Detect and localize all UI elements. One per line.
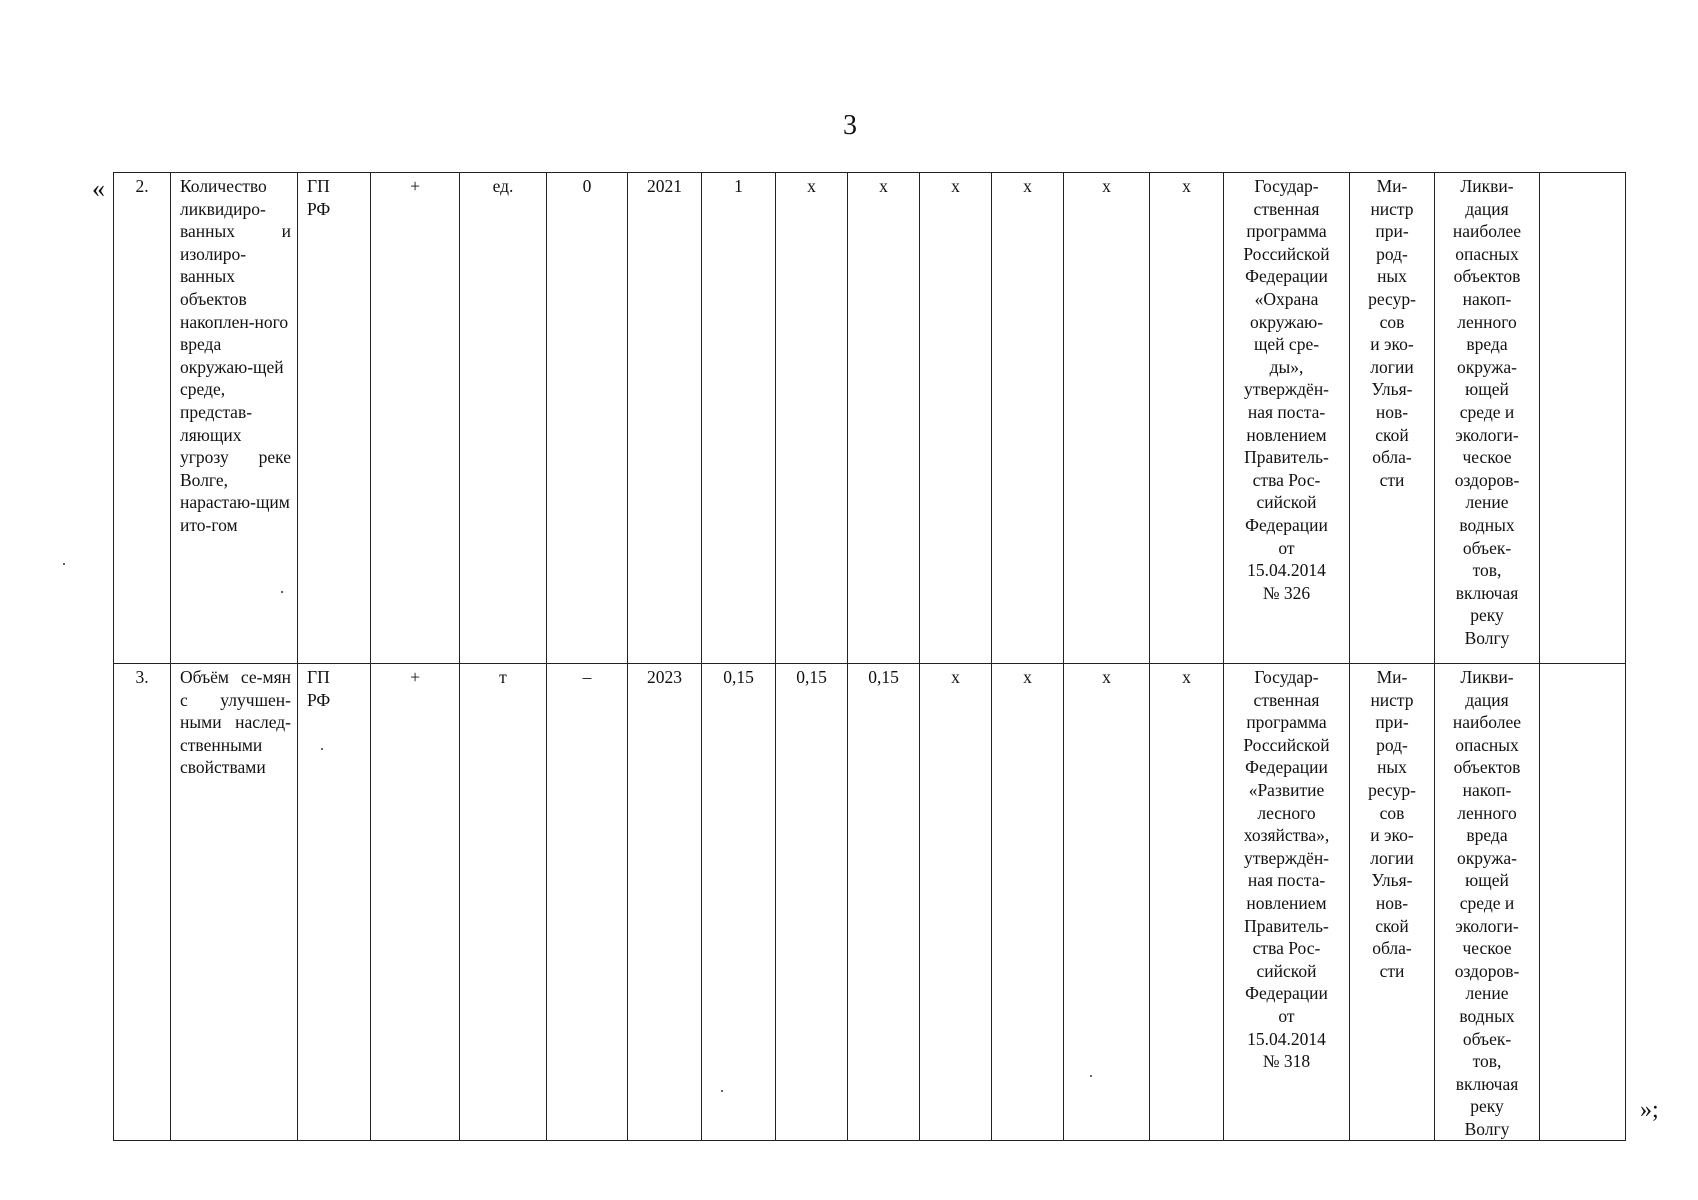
table-row bbox=[114, 173, 1626, 664]
project-goal: Ликви- дация наиболее опасных объектов накоп- ленного вреда окружа- ющей среде и экологи- ческое оздоров- ление водных объек- тов, включая реку Волгу bbox=[1435, 664, 1540, 1141]
year-value: 0,15 bbox=[776, 664, 848, 1141]
closing-quote-mark: »; bbox=[1640, 1097, 1659, 1123]
year-value: x bbox=[992, 664, 1064, 1141]
year-value: x bbox=[776, 173, 848, 664]
year-value: x bbox=[920, 173, 992, 664]
base-year: 2023 bbox=[628, 664, 702, 1141]
responsible-body: Ми- нистр при- род- ных ресур- сов и эко- логии Улья- нов- ской обла- сти bbox=[1350, 173, 1435, 664]
year-value: x bbox=[920, 664, 992, 1141]
responsible-body: Ми- нистр при- род- ных ресур- сов и эко- логии Улья- нов- ской обла- сти bbox=[1350, 664, 1435, 1141]
base-value: – bbox=[547, 664, 628, 1141]
year-value: 0,15 bbox=[702, 664, 776, 1141]
indicator-name: Количество ликвидиро-ванных и изолиро-ванных объектов накоплен-ного вреда окружаю-щей среде, представ-ляющих угрозу реке Волге, нарастаю-щим ито-гом bbox=[171, 173, 298, 664]
program-document: Государ- ственная программа Российской Федерации «Охрана окружаю- щей сре- ды», утверждён- ная поста- новлением Правитель- ства Рос- сийской Федерации от 15.04.2014 № 326 bbox=[1224, 173, 1350, 664]
page-number: 3 bbox=[843, 110, 857, 141]
year-value: x bbox=[848, 173, 920, 664]
indicator-source: ГП РФ bbox=[298, 173, 371, 664]
empty-cell bbox=[1540, 664, 1626, 1141]
year-value: x bbox=[1064, 173, 1150, 664]
indicator-source: ГП РФ bbox=[298, 664, 371, 1141]
table-row bbox=[114, 664, 1626, 1141]
empty-cell bbox=[1540, 173, 1626, 664]
indicators-table bbox=[113, 172, 1626, 1141]
scan-speck bbox=[63, 563, 65, 565]
project-goal: Ликви- дация наиболее опасных объектов накоп- ленного вреда окружа- ющей среде и экологи- ческое оздоров- ление водных объек- тов, включая реку Волгу bbox=[1435, 173, 1540, 664]
opening-quote-mark: « bbox=[92, 174, 105, 203]
row-number: 2. bbox=[114, 173, 171, 664]
program-document: Государ- ственная программа Российской Федерации «Развитие лесного хозяйства», утверждён- ная поста- новлением Правитель- ства Рос- сийской Федерации от 15.04.2014 № 318 bbox=[1224, 664, 1350, 1141]
year-value: x bbox=[1150, 664, 1224, 1141]
year-value: 1 bbox=[702, 173, 776, 664]
year-value: 0,15 bbox=[848, 664, 920, 1141]
year-value: x bbox=[1064, 664, 1150, 1141]
year-value: x bbox=[1150, 173, 1224, 664]
indicator-unit: ед. bbox=[460, 173, 547, 664]
row-number: 3. bbox=[114, 664, 171, 1141]
year-value: x bbox=[992, 173, 1064, 664]
indicator-unit: т bbox=[460, 664, 547, 1141]
base-year: 2021 bbox=[628, 173, 702, 664]
indicator-direction: + bbox=[371, 173, 460, 664]
indicator-direction: + bbox=[371, 664, 460, 1141]
indicator-name: Объём се-мян с улучшен-ными наслед-ственными свойствами bbox=[171, 664, 298, 1141]
base-value: 0 bbox=[547, 173, 628, 664]
